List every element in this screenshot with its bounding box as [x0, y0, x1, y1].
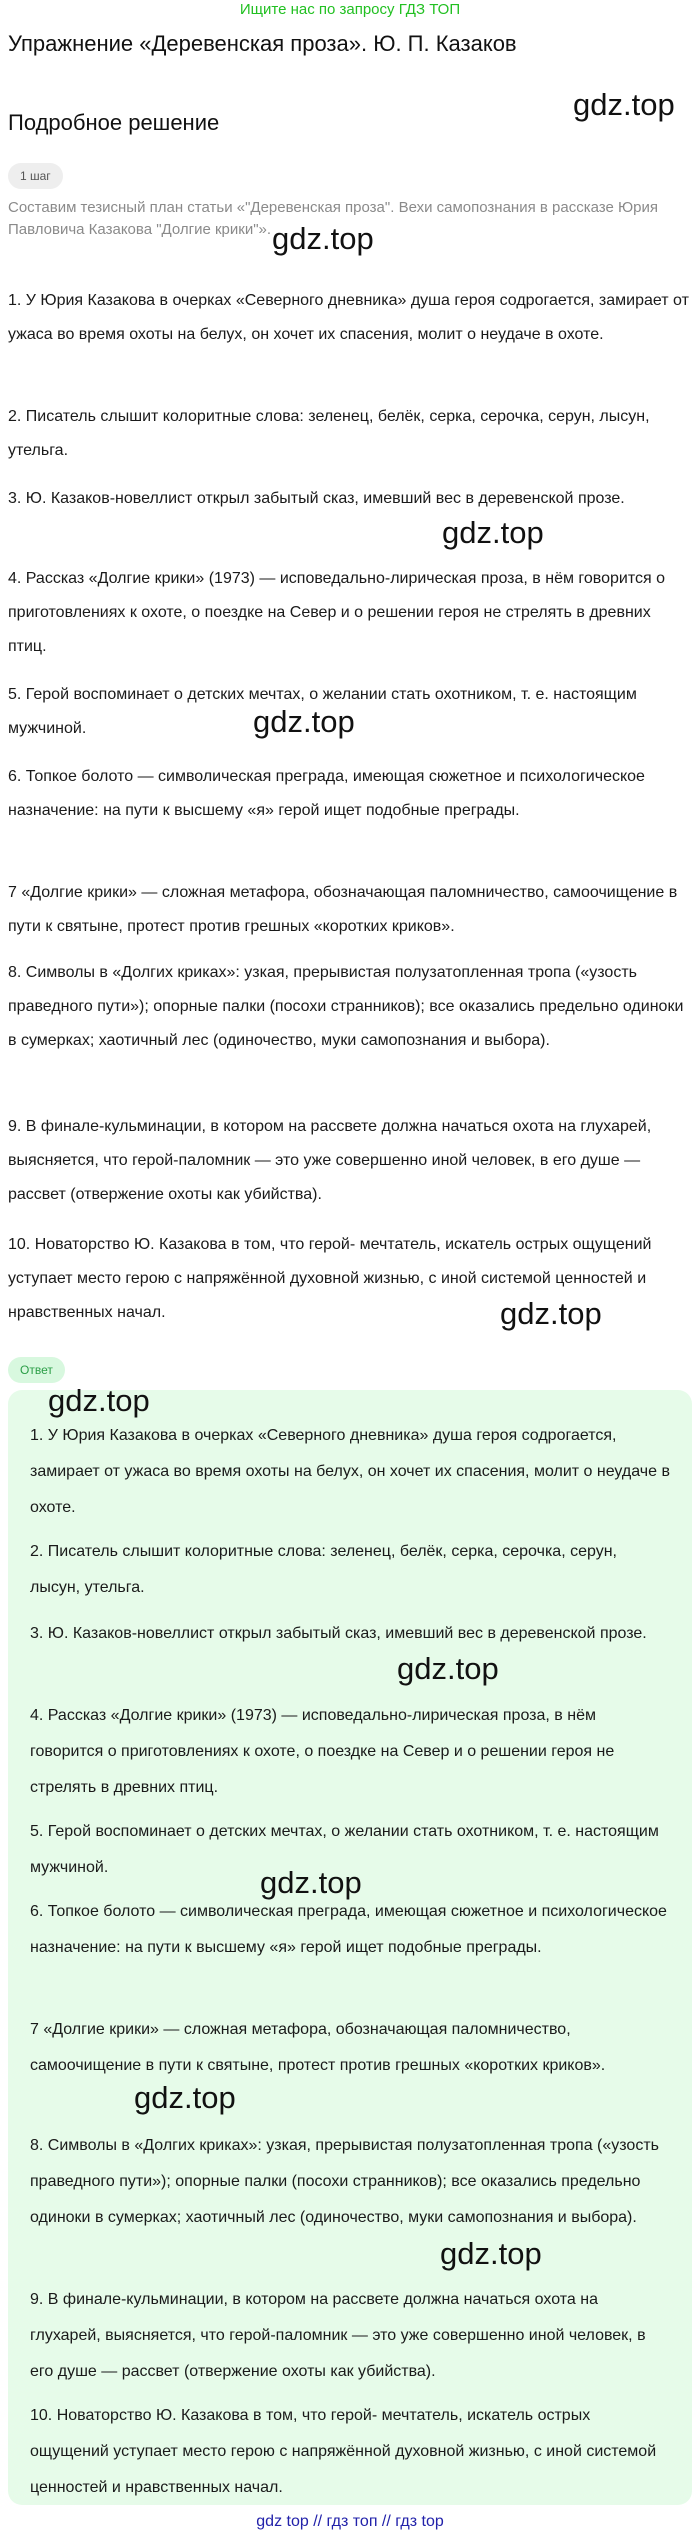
- page-title: Упражнение «Деревенская проза». Ю. П. Казаков: [8, 31, 517, 56]
- solution-paragraph: 10. Новаторство Ю. Казакова в том, что герой- мечтатель, искатель острых ощущений уступает место герою с напряжённой духовной жизнью, с иной системой ценностей и нравственных начал.: [8, 1236, 652, 1321]
- watermark: gdz.top: [397, 1651, 499, 1686]
- solution-paragraph: 7 «Долгие крики» — сложная метафора, обозначающая паломничество, самоочищение в пути к святыне, протест против грешных «коротких криков».: [8, 884, 678, 935]
- solution-paragraph: 4. Рассказ «Долгие крики» (1973) — исповедально-лирическая проза, в нём говорится о приготовлениях к охоте, о поездке на Север и о решении героя не стрелять в древних птиц.: [8, 570, 666, 655]
- footer-links[interactable]: gdz top // гдз топ // гдз top: [256, 2513, 444, 2530]
- watermark: gdz.top: [134, 2080, 236, 2115]
- answer-paragraph: 6. Топкое болото — символическая преграда, имеющая сюжетное и психологическое назначение: на пути к высшему «я» герой ищет подобные преграды.: [30, 1903, 667, 1956]
- watermark: gdz.top: [442, 515, 544, 550]
- solution-paragraph: 5. Герой воспоминает о детских мечтах, о желании стать охотником, т. е. настоящим мужчиной.: [8, 686, 637, 737]
- intro-text: Составим тезисный план статьи «"Деревенская проза". Вехи самопознания в рассказе Юрия Павловича Казакова "Долгие крики"».: [8, 199, 658, 238]
- top-banner[interactable]: Ищите нас по запросу ГДЗ ТОП: [239, 1, 461, 18]
- answer-paragraph: 7 «Долгие крики» — сложная метафора, обозначающая паломничество, самоочищение в пути к святыне, протест против грешных «коротких криков».: [30, 2021, 606, 2074]
- answer-paragraph: 9. В финале-кульминации, в котором на рассвете должна начаться охота на глухарей, выясняется, что герой-паломник — это уже совершенно иной человек, в его душе — рассвет (отвержение охоты как убийства).: [30, 2291, 646, 2380]
- answer-paragraph: 1. У Юрия Казакова в очерках «Северного дневника» душа героя содрогается, замирает от ужаса во время охоты на белух, он хочет их спасения, молит о неудаче в охоте.: [30, 1427, 670, 1516]
- answer-paragraph: 8. Символы в «Долгих криках»: узкая, прерывистая полузатопленная тропа («узость праведного пути»); опорные палки (посохи странников); все оказались предельно одиноки в сумерках; хаотичный лес (одиночество, муки самопознания и выбора).: [30, 2137, 659, 2226]
- answer-paragraph: 3. Ю. Казаков-новеллист открыл забытый сказ, имевший вес в деревенской прозе.: [30, 1625, 647, 1642]
- solution-paragraph: 6. Топкое болото — символическая преграда, имеющая сюжетное и психологическое назначение: на пути к высшему «я» герой ищет подобные преграды.: [8, 768, 645, 819]
- solution-paragraph: 1. У Юрия Казакова в очерках «Северного дневника» душа героя содрогается, замирает от ужаса во время охоты на белух, он хочет их спасения, молит о неудаче в охоте.: [8, 292, 689, 343]
- watermark: gdz.top: [573, 87, 675, 122]
- answer-badge: Ответ: [8, 1357, 65, 1383]
- step-badge: 1 шаг: [8, 163, 63, 189]
- solution-paragraph: 3. Ю. Казаков-новеллист открыл забытый сказ, имевший вес в деревенской прозе.: [8, 490, 625, 507]
- section-title: Подробное решение: [8, 110, 220, 135]
- answer-paragraph: 4. Рассказ «Долгие крики» (1973) — исповедально-лирическая проза, в нём говорится о приготовлениях к охоте, о поездке на Север и о решении героя не стрелять в древних птиц.: [30, 1707, 615, 1796]
- solution-paragraph: 9. В финале-кульминации, в котором на рассвете должна начаться охота на глухарей, выясняется, что герой-паломник — это уже совершенно иной человек, в его душе — рассвет (отвержение охоты как убийства).: [8, 1118, 652, 1203]
- watermark: gdz.top: [253, 704, 355, 739]
- watermark: gdz.top: [500, 1296, 602, 1331]
- watermark: gdz.top: [440, 2236, 542, 2271]
- watermark: gdz.top: [272, 221, 374, 256]
- solution-paragraph: 8. Символы в «Долгих криках»: узкая, прерывистая полузатопленная тропа («узость праведного пути»); опорные палки (посохи странников); все оказались предельно одиноки в сумерках; хаотичный лес (одиночество, муки самопознания и выбора).: [8, 964, 684, 1049]
- answer-paragraph: 2. Писатель слышит колоритные слова: зеленец, белёк, серка, серочка, серун, лысун, утельга.: [30, 1543, 617, 1596]
- solution-paragraph: 2. Писатель слышит колоритные слова: зеленец, белёк, серка, серочка, серун, лысун, утельга.: [8, 408, 650, 459]
- watermark: gdz.top: [48, 1383, 150, 1418]
- answer-paragraph: 10. Новаторство Ю. Казакова в том, что герой- мечтатель, искатель острых ощущений уступает место герою с напряжённой духовной жизнью, с иной системой ценностей и нравственных начал.: [30, 2407, 657, 2496]
- watermark: gdz.top: [260, 1865, 362, 1900]
- answer-paragraph: 5. Герой воспоминает о детских мечтах, о желании стать охотником, т. е. настоящим мужчиной.: [30, 1823, 659, 1876]
